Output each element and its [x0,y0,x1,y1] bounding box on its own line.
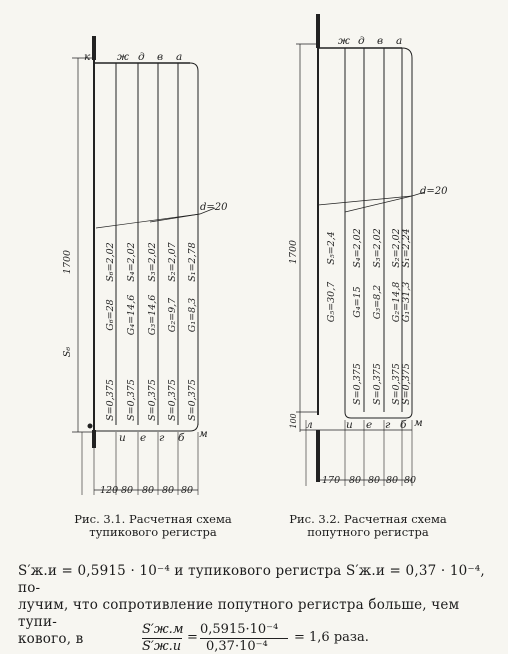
fig1-low-label: S=0,375 [126,379,137,421]
fig1-height-label: 1700 [62,249,73,275]
fig2-upper-label: S₁=2,24 [401,228,412,268]
fig1-low-label: S=0,375 [105,379,116,421]
fig1-top-label: д [138,51,145,63]
fig2-low-label: S=0,375 [391,363,402,405]
fig1-upper-label: S₃=2,02 [147,242,158,282]
fig2-upper-label: S₂=2,02 [391,228,402,268]
fig2-mid-label: G₂=14,8 [391,281,402,323]
formula-fraction-bar [200,638,288,639]
formula-eq: = [187,630,198,645]
fig2-mid-label: G₄=15 [352,286,363,318]
fig2-d-label: d=20 [420,186,448,197]
fig1-top-label: ж [117,51,129,63]
fig1-spacing-label: 80 [142,485,155,496]
fig1-mid-label: G₂=9,7 [167,297,178,333]
fig2-spacing-label: 80 [386,475,399,486]
fig1-spacing-label: 120 [100,485,119,496]
fig2-spacing-label: 80 [404,475,417,486]
fig1-upper-label: S₂=2,07 [167,242,178,282]
formula-fraction-bar [142,638,182,639]
fig1-bottom-label: и [119,432,126,444]
paragraph-line: кового, в [18,631,84,647]
fig1-bottom-label: е [140,432,147,444]
fig2-bottom-height-label: 100 [289,413,298,429]
fig2-top-label: а [396,35,403,47]
fig2-bottom-label: и [346,419,353,431]
formula-rhs-num: 0,5915·10⁻⁴ [200,622,279,637]
ratio-formula [142,622,402,652]
fig1-bottom-label: б [178,432,185,444]
fig1-low-label: S=0,375 [147,379,158,421]
fig1-bottom-label: м [199,428,208,440]
formula-rhs-den: 0,37·10⁻⁴ [206,639,268,654]
fig1-caption [63,513,243,539]
fig2-bottom-label: б [400,419,407,431]
fig2-bottom-label: л [306,419,313,431]
fig1-top-label: в [157,51,164,63]
fig2-top-label: ж [338,35,350,47]
fig2-caption-line: попутного регистра [307,525,429,539]
fig1-d-label: d=20 [200,202,228,213]
fig2-low-label: S=0,375 [372,363,383,405]
fig1-low-label: S=0,375 [167,379,178,421]
fig1-side-label: S₆ [62,346,73,358]
fig2-top-label: д [358,35,365,47]
fig1-top-label: к [84,51,91,63]
fig1-spacing-label: 80 [162,485,175,496]
fig1-top-label: а [176,51,183,63]
fig2-spacing-label: 170 [322,475,341,486]
fig1-mid-label: G₃=14,6 [147,294,158,336]
fig2-bottom-label: г [385,419,391,431]
fig1-low-label: S=0,375 [187,379,198,421]
paragraph-line: S′ж.и = 0,5915 · 10⁻⁴ и тупикового регистра S′ж.и = 0,37 · 10⁻⁴, по- [18,563,485,596]
fig2-upper-label: S₅=2,4 [326,231,337,265]
fig1-upper-label: S₁=2,78 [187,242,198,282]
fig1-mid-label: G₆=28 [105,299,116,331]
fig1-mid-label: G₁=8,3 [187,297,198,333]
fig2-spacing-label: 80 [349,475,362,486]
fig2-bottom-label: м [414,417,423,429]
fig1-upper-label: S₆=2,02 [105,242,116,282]
fig2-mid-label: G₁=31,3 [401,281,412,323]
formula-result: = 1,6 раза. [294,630,369,645]
fig1-caption-line: тупикового регистра [89,525,217,539]
fig2-bottom-label: е [366,419,373,431]
fig1-spacing-label: 80 [121,485,134,496]
fig2-top-label: в [377,35,384,47]
fig2-spacing-label: 80 [368,475,381,486]
fig1-spacing-label: 80 [181,485,194,496]
fig1-upper-label: S₄=2,02 [126,242,137,282]
fig2-upper-label: S₄=2,02 [352,228,363,268]
paragraph-line: лучим, что сопротивление попутного регистра больше, чем тупи- [18,597,460,630]
fig2-low-label: S=0,375 [352,363,363,405]
fig2-mid-label: G₃=8,2 [372,284,383,320]
fig2-upper-label: S₃=2,02 [372,228,383,268]
fig2-height-label: 1700 [288,239,299,265]
fig1-caption-line: Рис. 3.1. Расчетная схема [74,512,232,526]
fig2-mid-label: G₅=30,7 [326,281,337,323]
fig2-caption-line: Рис. 3.2. Расчетная схема [289,512,447,526]
fig1-bottom-label: г [159,432,165,444]
fig1-mid-label: G₄=14,6 [126,294,137,336]
fig2-caption [278,513,458,539]
formula-lhs-den: S′ж.и [142,639,182,654]
formula-lhs-num: S′ж.м [142,622,184,637]
fig2-low-label: S=0,375 [401,363,412,405]
